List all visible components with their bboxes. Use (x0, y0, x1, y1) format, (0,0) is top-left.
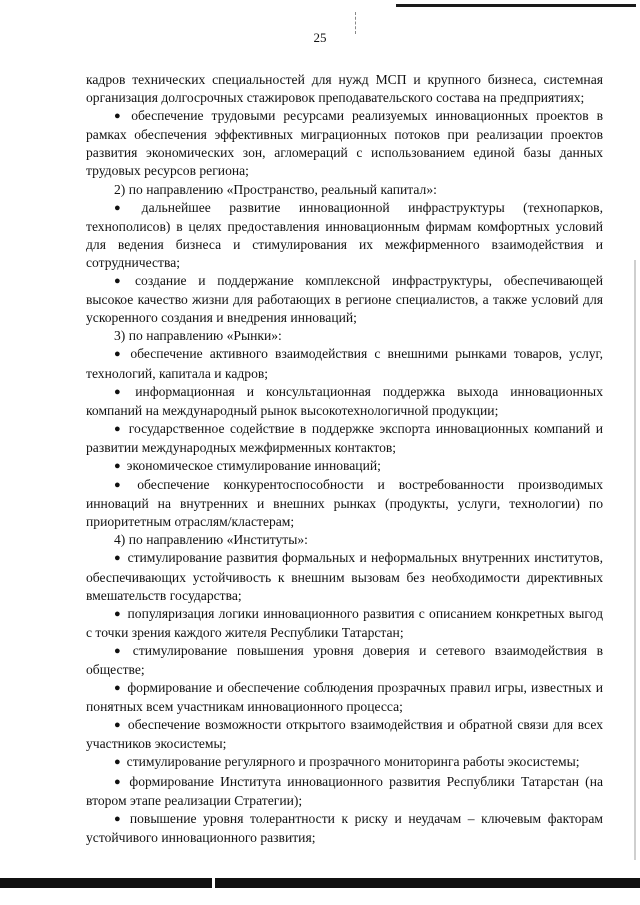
paragraph-text: 2) по направлению «Пространство, реальный капитал»: (114, 181, 437, 197)
bullet-item (86, 345, 603, 382)
bullet-item (86, 107, 603, 180)
bullet-item (86, 476, 603, 531)
bullet-icon: ● (114, 644, 127, 657)
bullet-item (86, 679, 603, 716)
top-scan-border (396, 4, 636, 7)
paragraph-text: повышение уровня толерантности к риску и неудачам – ключевым факторам устойчивого инновационного развития; (86, 810, 603, 845)
page-edge-shadow (634, 260, 636, 860)
bullet-icon: ● (114, 459, 121, 472)
paragraph-text: информационная и консультационная поддержка выхода инновационных компаний на международный рынок высокотехнологичной продукции; (86, 383, 603, 418)
bullet-icon: ● (114, 756, 121, 769)
bullet-icon: ● (114, 348, 125, 361)
bullet-item (86, 642, 603, 679)
section-heading (86, 531, 603, 549)
bullet-icon: ● (114, 422, 123, 435)
paragraph-text: экономическое стимулирование инноваций; (126, 457, 381, 473)
paragraph-text: обеспечение конкурентоспособности и востребованности производимых инноваций на внутренних и внешних рынках (продукты, услуги, технологии) по приоритетным отраслям/кластерам; (86, 477, 603, 530)
paragraph-text: формирование Института инновационного развития Республики Татарстан (на втором этапе реализации Стратегии); (86, 773, 603, 808)
bullet-icon: ● (114, 775, 124, 788)
document-body (86, 71, 603, 847)
section-heading (86, 327, 603, 345)
bullet-item (86, 605, 603, 642)
paragraph-text: государственное содействие в поддержке экспорта инновационных компаний и развитии международных межфирменных контактов; (86, 420, 603, 455)
bullet-item (86, 420, 603, 457)
paragraph-text: популяризация логики инновационного развития с описанием конкретных выгод с точки зрения каждого жителя Республики Татарстан; (86, 605, 603, 640)
bullet-item (86, 199, 603, 272)
paragraph-text: стимулирование регулярного и прозрачного мониторинга работы экосистемы; (126, 754, 580, 770)
bullet-icon: ● (114, 479, 132, 492)
bullet-item (86, 810, 603, 847)
paragraph-text: 4) по направлению «Институты»: (114, 532, 308, 548)
paragraph (86, 71, 603, 107)
paragraph-text: 3) по направлению «Рынки»: (114, 328, 282, 344)
bullet-item (86, 753, 603, 772)
bullet-icon: ● (114, 275, 130, 288)
bottom-scan-border (0, 878, 640, 888)
paragraph-text: обеспечение активного взаимодействия с внешними рынками товаров, услуг, технологий, капитала и кадров; (86, 346, 603, 381)
bullet-item (86, 773, 603, 810)
bullet-icon: ● (114, 812, 124, 825)
bullet-icon: ● (114, 719, 122, 732)
section-heading (86, 181, 603, 199)
bullet-icon: ● (114, 607, 122, 620)
paragraph-text: обеспечение трудовыми ресурсами реализуемых инновационных проектов в рамках обеспечения эффективных миграционных потоков при реализации проектов развития экономических зон, агломераций с использованием единой базы данных трудовых ресурсов региона; (86, 108, 603, 179)
bullet-icon: ● (114, 201, 136, 214)
bullet-icon: ● (114, 110, 126, 123)
bullet-item (86, 272, 603, 327)
bullet-item (86, 383, 603, 420)
bullet-item (86, 457, 603, 476)
bullet-icon: ● (114, 385, 130, 398)
page-number: 25 (313, 30, 327, 45)
paragraph-text: стимулирование повышения уровня доверия и сетевого взаимодействия в обществе; (86, 642, 603, 677)
bullet-item (86, 549, 603, 604)
paragraph-text: стимулирование развития формальных и неформальных внутренних институтов, обеспечивающих устойчивость к внешним вызовам без необходимости директивных вмешательств государства; (86, 550, 603, 603)
bottom-scan-border-gap (212, 878, 215, 888)
bullet-icon: ● (114, 552, 122, 565)
bullet-icon: ● (114, 682, 122, 695)
paragraph-text: кадров технических специальностей для нужд МСП и крупного бизнеса, системная организация долгосрочных стажировок преподавательского состава на предприятиях; (86, 72, 603, 106)
paragraph-text: обеспечение возможности открытого взаимодействия и обратной связи для всех участников экосистемы; (86, 717, 603, 752)
bullet-item (86, 716, 603, 753)
paragraph-text: дальнейшее развитие инновационной инфраструктуры (технопарков, технополисов) в целях предоставления инновационным фирмам комфортных условий для ведения бизнеса и стимулирования их межфирменного взаимодействия и сотрудничества; (86, 199, 603, 270)
paragraph-text: создание и поддержание комплексной инфраструктуры, обеспечивающей высокое качество жизни для работающих в регионе специалистов, а также условий для ускоренного создания и внедрения инноваций; (86, 273, 603, 326)
paragraph-text: формирование и обеспечение соблюдения прозрачных правил игры, известных и понятных всем участникам инновационного процесса; (86, 680, 603, 715)
